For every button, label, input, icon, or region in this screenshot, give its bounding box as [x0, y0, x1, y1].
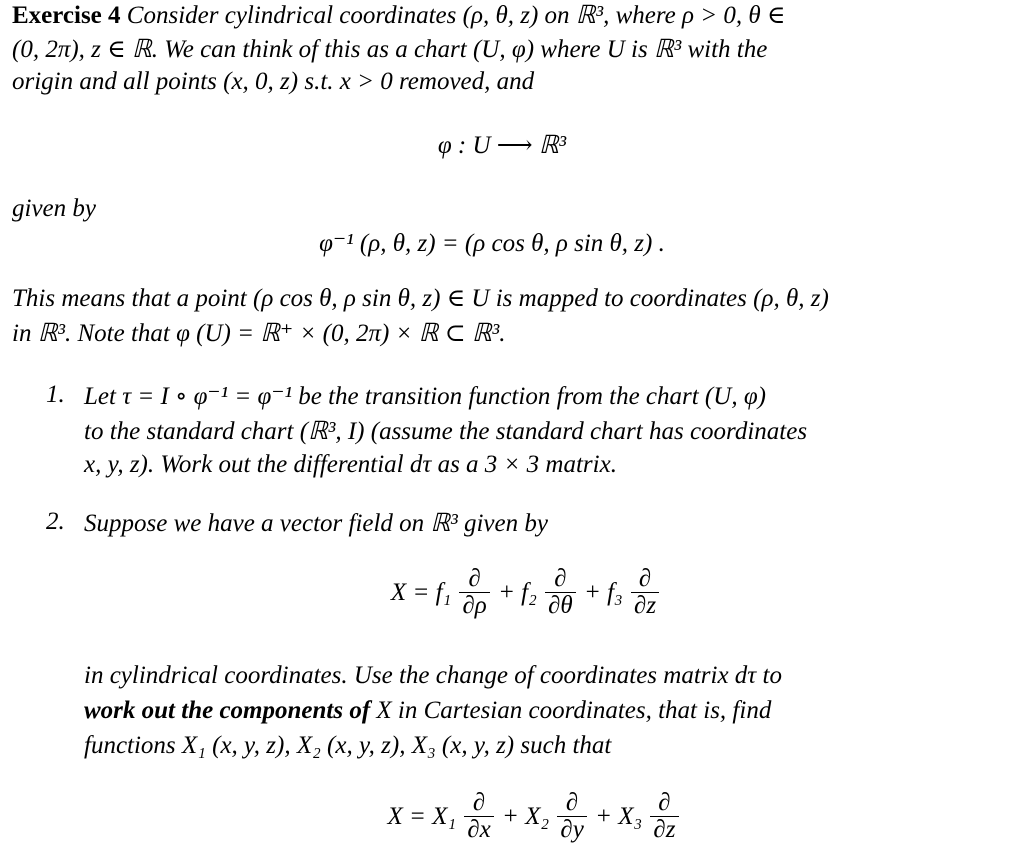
item1-line-3: x, y, z). Work out the differential dτ as a 3 × 3 matrix.: [84, 451, 617, 478]
eq2-plus-x2: + X₂: [502, 802, 550, 830]
eq2-partial-x-den: ∂x: [464, 816, 493, 843]
eq2-partial-y-den: ∂y: [557, 816, 586, 843]
para2-line-2: in ℝ³. Note that φ (U) = ℝ⁺ × (0, 2π) × ℝ ⊂ ℝ³.: [12, 320, 506, 347]
exercise-line-2: (0, 2π), z ∈ ℝ. We can think of this as a chart (U, φ) where U is ℝ³ with the: [12, 36, 768, 63]
eq2-partial-z-num: ∂: [658, 789, 671, 816]
exercise-text-1: Consider cylindrical coordinates (ρ, θ, z) on ℝ³, where ρ > 0, θ ∈: [126, 2, 786, 29]
item2-number: 2.: [46, 508, 65, 535]
exercise-line-1: [12, 0, 785, 30]
item2-line-1: Suppose we have a vector field on ℝ³ given by: [84, 510, 548, 537]
exercise-line-3: origin and all points (x, 0, z) s.t. x > 0 removed, and: [12, 68, 535, 95]
eq1-partial-rho: [459, 566, 489, 620]
eq2-partial-y: [557, 790, 586, 844]
eq1-partial-rho-den: ∂ρ: [459, 592, 489, 619]
equation-inverse-map: φ⁻¹ (ρ, θ, z) = (ρ cos θ, ρ sin θ, z) .: [319, 230, 665, 257]
eq1-plus-f2: + f₂: [498, 578, 537, 606]
eq1-partial-z-den: ∂z: [631, 592, 659, 619]
eq2-partial-y-num: ∂: [565, 789, 579, 816]
eq1-partial-z: [631, 566, 659, 620]
equation-vector-field-cartesian: [22, 790, 1024, 844]
item1-line-2: to the standard chart (ℝ³, I) (assume the standard chart has coordinates: [84, 418, 808, 445]
item1-line-1: Let τ = I ∘ φ⁻¹ = φ⁻¹ be the transition function from the chart (U, φ): [84, 383, 766, 410]
given-by-text: given by: [12, 195, 96, 222]
item2-line-4: functions X₁ (x, y, z), X₂ (x, y, z), X₃ (x, y, z) such that: [84, 732, 612, 759]
item2-line-3: [84, 697, 771, 725]
eq2-partial-z-den: ∂z: [650, 816, 678, 843]
eq1-partial-theta-den: ∂θ: [545, 592, 576, 619]
eq2-lhs: X = X₁: [387, 802, 457, 830]
item2-bold-phrase: work out the components of: [84, 697, 371, 724]
eq1-partial-theta-num: ∂: [554, 565, 567, 592]
equation-chart-map: φ : U ⟶ ℝ³: [437, 132, 567, 159]
eq1-partial-theta: [545, 566, 576, 620]
eq2-partial-x: [464, 790, 493, 844]
exercise-heading: Exercise 4: [12, 2, 121, 29]
item1-number: 1.: [46, 381, 65, 408]
eq1-plus-f3: + f₃: [583, 578, 623, 606]
eq2-partial-z: [650, 790, 678, 844]
eq1-partial-z-num: ∂: [638, 565, 652, 592]
eq2-plus-x3: + X₃: [595, 802, 643, 830]
para2-line-1: This means that a point (ρ cos θ, ρ sin θ, z) ∈ U is mapped to coordinates (ρ, θ, z): [12, 285, 829, 312]
eq1-partial-rho-num: ∂: [468, 565, 481, 592]
eq1-lhs: X = f₁: [390, 578, 452, 606]
eq2-partial-x-num: ∂: [472, 789, 486, 816]
equation-vector-field-cylindrical: [14, 566, 1024, 620]
item2-line-3-rest: X in Cartesian coordinates, that is, find: [370, 697, 772, 724]
item2-line-2: in cylindrical coordinates. Use the change of coordinates matrix dτ to: [84, 662, 782, 689]
